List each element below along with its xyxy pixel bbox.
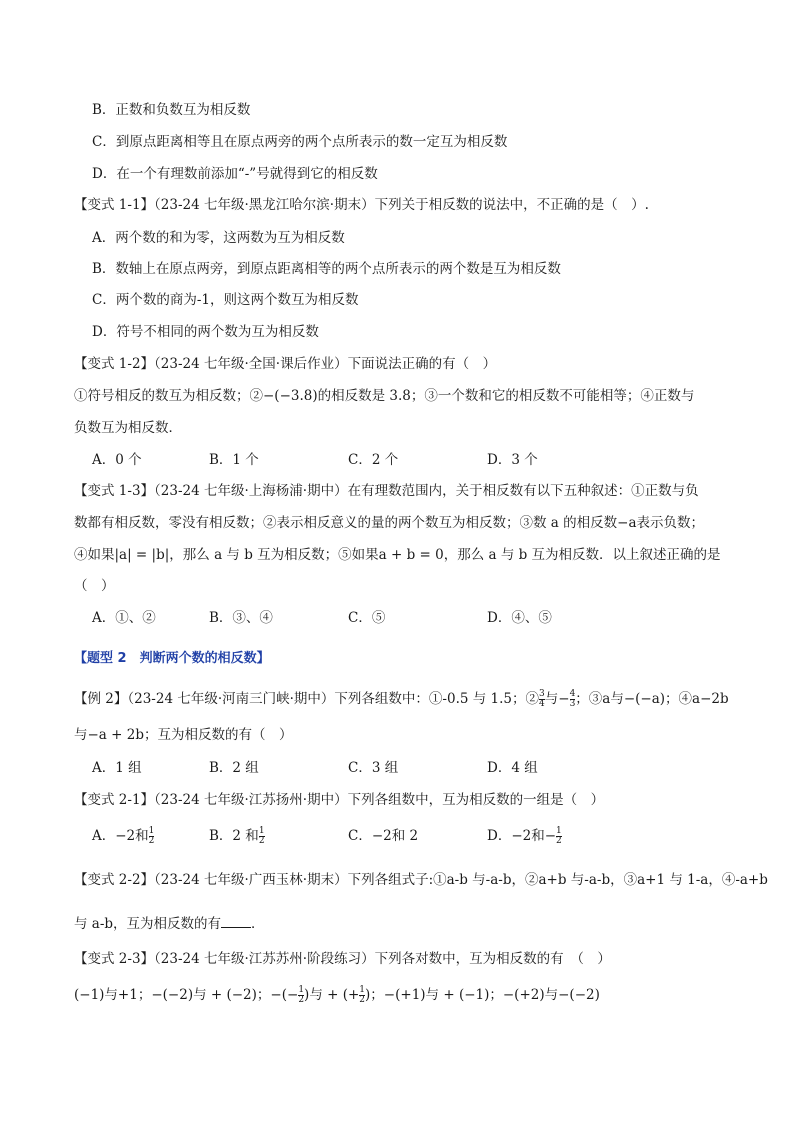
variant-1-3-line2: 数都有相反数，零没有相反数；②表示相反意义的量的两个数互为相反数；③数 a 的相反数−a表示负数；: [74, 515, 704, 531]
example-2-option-b: B．2 组: [209, 760, 259, 776]
fraction-1-2: $\frac{1}{2}$: [359, 985, 366, 1005]
variant-1-3-line3: ④如果|a| = |b|，那么 a 与 b 互为相反数；⑤如果a + b = 0，那么 a 与 b 互为相反数．以上叙述正确的是: [74, 547, 721, 563]
option-d: D．在一个有理数前添加“-”号就得到它的相反数: [92, 166, 378, 182]
variant-2-2-line1: 【变式 2-2】（23-24 七年级·广西玉林·期末）下列各组式子:①a-b 与-a-b，②a+b 与-a-b，③a+1 与 1-a，④-a+b: [74, 872, 768, 888]
example-2-option-a: A．1 组: [92, 760, 142, 776]
variant-2-1-stem: 【变式 2-1】（23-24 七年级·江苏扬州·期中）下列各组数中，互为相反数的一组是（ ）: [74, 792, 605, 808]
variant-1-2-option-c: C．2 个: [348, 452, 399, 468]
variant-2-1-option-d: D．−2和− $\frac{1}{2}$: [487, 826, 562, 846]
variant-2-1-option-a: A．−2和 $\frac{1}{2}$: [92, 826, 155, 846]
variant-2-1-option-b: B．2 和 $\frac{1}{2}$: [209, 826, 265, 846]
variant-1-2-option-d: D．3 个: [487, 452, 538, 468]
variant-1-1-option-c: C．两个数的商为-1，则这两个数互为相反数: [92, 292, 359, 308]
variant-1-3-option-b: B．③、④: [209, 610, 273, 626]
example-2-line1-part-a: 【例 2】（23-24 七年级·河南三门峡·期中）下列各组数中：①-0.5 与 1.5；②: [74, 691, 540, 707]
fraction-1-2: $\frac{1}{2}$: [148, 826, 155, 846]
example-2-option-c: C．3 组: [348, 760, 399, 776]
section-heading: 【题型 2 判断两个数的相反数】: [74, 651, 270, 666]
example-2-option-d: D．4 组: [487, 760, 538, 776]
answer-blank[interactable]: [221, 913, 251, 928]
fraction-1-2: $\frac{1}{2}$: [258, 826, 265, 846]
variant-1-1-option-d: D．符号不相同的两个数为互为相反数: [92, 324, 319, 340]
variant-2-3-stem: 【变式 2-3】（23-24 七年级·江苏苏州·阶段练习）下列各对数中，互为相反数的有 （ ）: [74, 951, 611, 967]
example-2-line1: [74, 689, 729, 709]
variant-1-2-option-a: A．0 个: [92, 452, 142, 468]
example-2-line2: 与−a + 2b；互为相反数的有（ ）: [74, 727, 293, 743]
variant-1-3-line1: 【变式 1-3】（23-24 七年级·上海杨浦·期中）在有理数范围内，关于相反数有以下五种叙述：①正数与负: [74, 483, 699, 499]
variant-2-1-option-c: C．−2和 2: [348, 828, 419, 844]
option-c: C．到原点距离相等且在原点两旁的两个点所表示的数一定互为相反数: [92, 134, 508, 150]
fraction-3-4: $\frac{3}{4}$: [539, 689, 545, 709]
variant-1-2-body-line2: 负数互为相反数．: [74, 420, 182, 436]
fraction-4-3: $\frac{4}{3}$: [569, 689, 576, 709]
variant-1-3-option-d: D．④、⑤: [487, 610, 552, 626]
variant-2-2-line2: 与 a-b，互为相反数的有 ．: [74, 913, 265, 934]
variant-1-3-option-a: A．①、②: [92, 610, 156, 626]
variant-1-2-body-line1: ①符号相反的数互为相反数；②−(−3.8)的相反数是 3.8；③一个数和它的相反数不可能相等；④正数与: [74, 388, 695, 404]
example-2-line1-part-c: ；③a与−(−a)；④a−2b: [575, 691, 729, 707]
variant-1-3-line4: （ ）: [74, 578, 115, 594]
variant-1-1-stem: 【变式 1-1】（23-24 七年级·黑龙江哈尔滨·期末）下列关于相反数的说法中，不正确的是（ ）.: [74, 197, 649, 213]
example-2-line1-part-b: 与−: [544, 691, 570, 707]
variant-2-3-pairs: (−1)与+1；−(−2)与 + (−2)；−(− $\frac{1}{2}$ )与 + (+ $\frac{1}{2}$ )；−(+1)与 + (−1)；−(+2)与−(−2): [74, 985, 600, 1005]
fraction-1-2: $\frac{1}{2}$: [556, 826, 562, 846]
variant-1-3-option-c: C．⑤: [348, 610, 386, 626]
variant-1-1-option-b: B．数轴上在原点两旁，到原点距离相等的两个点所表示的两个数是互为相反数: [92, 261, 561, 277]
variant-1-1-option-a: A．两个数的和为零，这两数为互为相反数: [92, 230, 345, 246]
variant-1-2-option-b: B．1 个: [209, 452, 259, 468]
option-b: B．正数和负数互为相反数: [92, 102, 251, 118]
variant-1-2-stem: 【变式 1-2】（23-24 七年级·全国·课后作业）下面说法正确的有（ ）: [74, 356, 497, 372]
fraction-1-2: $\frac{1}{2}$: [298, 985, 305, 1005]
